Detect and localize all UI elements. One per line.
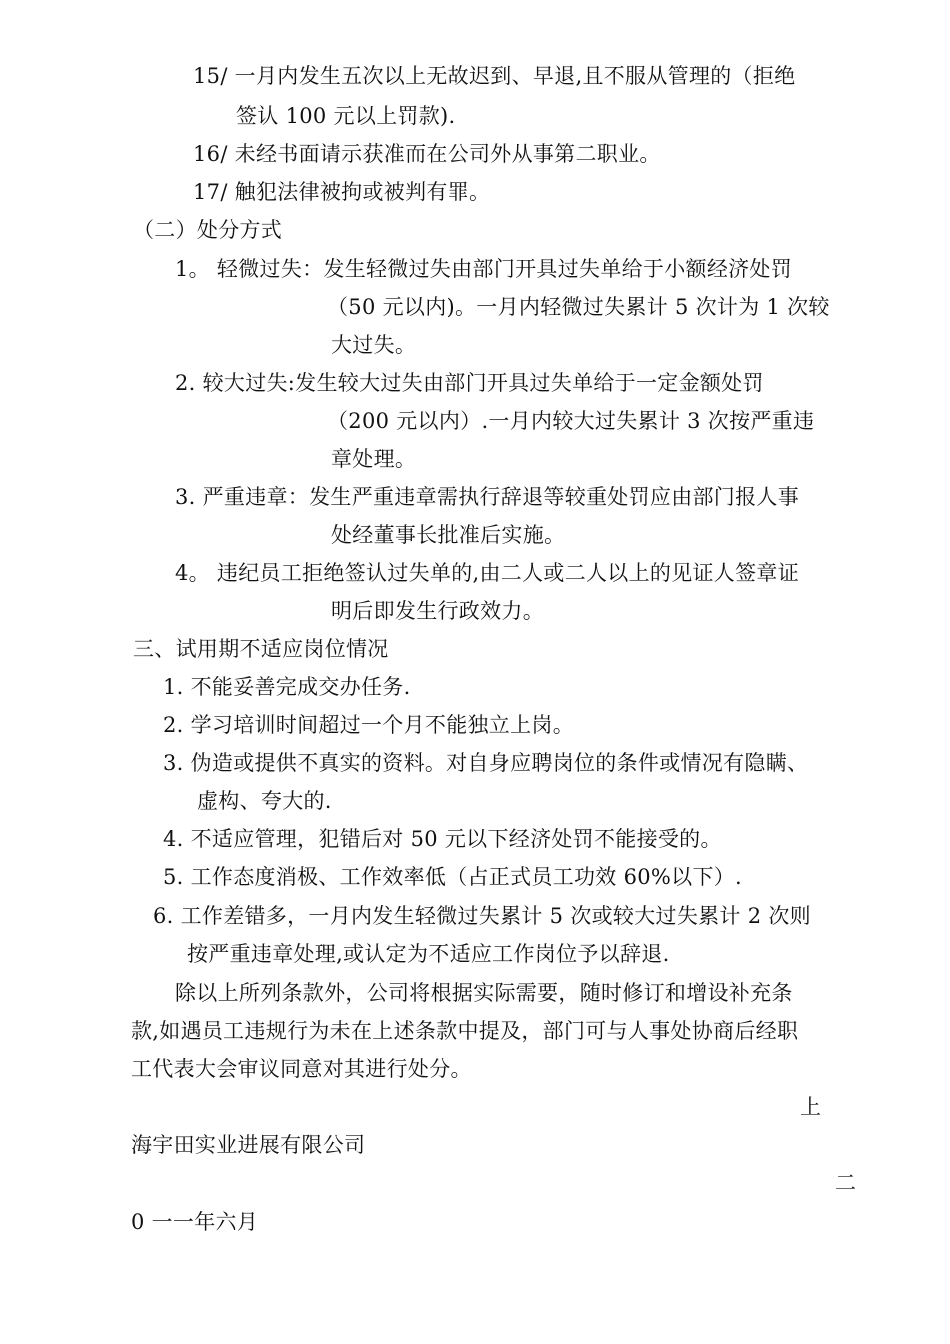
penalty-1-line-2: （50 元以内)。一月内轻微过失累计 5 次计为 1 次较 [327, 295, 830, 319]
probation-1: 1. 不能妥善完成交办任务. [163, 675, 411, 699]
company-name: 海宇田实业进展有限公司 [131, 1133, 366, 1157]
clause-15-line-1: 15/ 一月内发生五次以上无故迟到、早退,且不服从管理的（拒绝 [193, 64, 796, 88]
penalty-2-line-2: （200 元以内）.一月内较大过失累计 3 次按严重违 [327, 409, 815, 433]
date-first-char: 二 [835, 1171, 857, 1195]
penalty-3-line-1: 3. 严重违章：发生严重违章需执行辞退等较重处罚应由部门报人事 [175, 485, 800, 509]
closing-paragraph-line-1: 除以上所列条款外，公司将根据实际需要，随时修订和增设补充条 [175, 981, 793, 1005]
clause-15-line-2: 签认 100 元以上罚款). [236, 104, 456, 128]
penalty-2-line-3: 章处理。 [331, 447, 417, 471]
probation-3-line-1: 3. 伪造或提供不真实的资料。对自身应聘岗位的条件或情况有隐瞒、 [163, 751, 809, 775]
penalty-2-line-1: 2. 较大过失:发生较大过失由部门开具过失单给于一定金额处罚 [175, 371, 764, 395]
penalty-1-line-1: 1。 轻微过失：发生轻微过失由部门开具过失单给于小额经济处罚 [175, 257, 793, 281]
probation-6-line-1: 6. 工作差错多，一月内发生轻微过失累计 5 次或较大过失累计 2 次则 [153, 904, 811, 928]
clause-17: 17/ 触犯法律被拘或被判有罪。 [193, 180, 491, 204]
probation-2: 2. 学习培训时间超过一个月不能独立上岗。 [163, 713, 575, 737]
probation-3-line-2: 虚构、夸大的. [197, 789, 332, 813]
date: 0 一一年六月 [131, 1210, 259, 1234]
penalty-1-line-3: 大过失。 [331, 333, 417, 357]
closing-paragraph-line-2: 款,如遇员工违规行为未在上述条款中提及，部门可与人事处协商后经职 [131, 1019, 799, 1043]
section-probation-heading: 三、试用期不适应岗位情况 [133, 637, 389, 661]
probation-5: 5. 工作态度消极、工作效率低（占正式员工功效 60%以下）. [163, 865, 743, 889]
probation-6-line-2: 按严重违章处理,或认定为不适应工作岗位予以辞退. [187, 942, 670, 966]
penalty-3-line-2: 处经董事长批准后实施。 [331, 523, 566, 547]
penalty-4-line-2: 明后即发生行政效力。 [331, 599, 544, 623]
company-name-first-char: 上 [800, 1095, 822, 1119]
clause-16: 16/ 未经书面请示获准而在公司外从事第二职业。 [193, 142, 661, 166]
closing-paragraph-line-3: 工代表大会审议同意对其进行处分。 [131, 1057, 472, 1081]
probation-4: 4. 不适应管理，犯错后对 50 元以下经济处罚不能接受的。 [163, 827, 722, 851]
penalty-4-line-1: 4。 违纪员工拒绝签认过失单的,由二人或二人以上的见证人签章证 [175, 561, 800, 585]
section-penalty-methods-heading: （二）处分方式 [133, 218, 283, 242]
